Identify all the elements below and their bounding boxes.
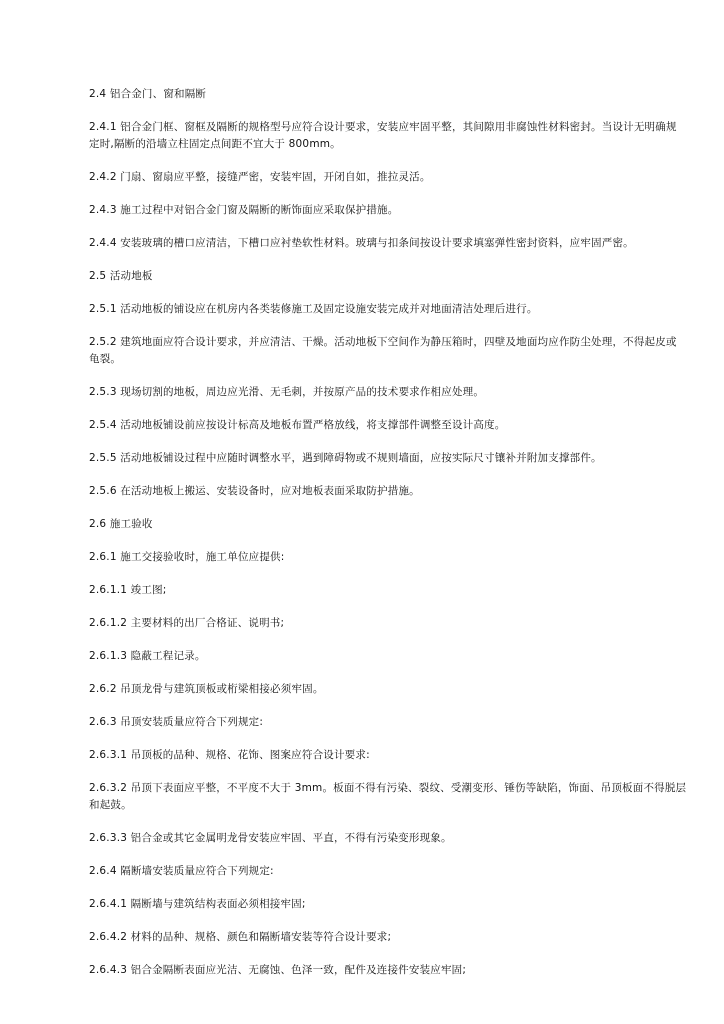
clause-2-6-3-3: 2.6.3.3 铝合金或其它金属明龙骨安装应牢固、平直，不得有污染变形现象。 (89, 832, 452, 844)
document-body (89, 86, 687, 995)
clause-2-6-1-1: 2.6.1.1 竣工图; (89, 584, 167, 596)
clause-2-6-1: 2.6.1 施工交接验收时，施工单位应提供: (89, 551, 285, 563)
clause-2-6-3: 2.6.3 吊顶安装质量应符合下列规定: (89, 716, 264, 728)
clause-2-6-3-2: 2.6.3.2 吊顶下表面应平整，不平度不大于 3mm。板面不得有污染、裂纹、受潮变形、锤伤等缺陷，饰面、吊顶板面不得脱层和起鼓。 (89, 782, 687, 811)
clause-2-6-4-2: 2.6.4.2 材料的品种、规格、颜色和隔断墙安装等符合设计要求; (89, 931, 392, 943)
clause-2-4-3: 2.4.3 施工过程中对铝合金门窗及隔断的断饰面应采取保护措施。 (89, 204, 399, 216)
clause-2-4-1: 2.4.1 铝合金门框、窗框及隔断的规格型号应符合设计要求，安装应牢固平整，其间隙用非腐蚀性材料密封。当设计无明确规定时,隔断的沿墙立柱固定点间距不宜大于 800mm。 (89, 121, 677, 150)
clause-2-6-3-1: 2.6.3.1 吊顶板的品种、规格、花饰、图案应符合设计要求: (89, 749, 370, 761)
section-heading-2-6: 2.6 施工验收 (89, 518, 153, 530)
clause-2-5-6: 2.5.6 在活动地板上搬运、安装设备时，应对地板表面采取防护措施。 (89, 485, 420, 497)
clause-2-4-4: 2.4.4 安装玻璃的槽口应清洁，下槽口应衬垫软性材料。玻璃与扣条间按设计要求填塞弹性密封资料，应牢固严密。 (89, 237, 634, 249)
clause-2-6-4-1: 2.6.4.1 隔断墙与建筑结构表面必须相接牢固; (89, 898, 306, 910)
clause-2-5-4: 2.5.4 活动地板铺设前应按设计标高及地板布置严格放线，将支撑部件调整至设计高度。 (89, 419, 506, 431)
clause-2-6-2: 2.6.2 吊顶龙骨与建筑顶板或桁梁相接必须牢固。 (89, 683, 324, 695)
clause-2-6-4-3: 2.6.4.3 铝合金隔断表面应光洁、无腐蚀、色泽一致，配件及连接件安装应牢固; (89, 964, 467, 976)
clause-2-5-1: 2.5.1 活动地板的铺设应在机房内各类装修施工及固定设施安装完成并对地面清洁处理后进行。 (89, 303, 538, 315)
clause-2-6-4: 2.6.4 隔断墙安装质量应符合下列规定: (89, 865, 274, 877)
clause-2-6-1-3: 2.6.1.3 隐蔽工程记录。 (89, 650, 206, 662)
section-heading-2-5: 2.5 活动地板 (89, 270, 153, 282)
clause-2-5-5: 2.5.5 活动地板铺设过程中应随时调整水平，遇到障碍物或不规则墙面，应按实际尺寸镶补并附加支撑部件。 (89, 452, 602, 464)
clause-2-5-2: 2.5.2 建筑地面应符合设计要求，并应清洁、干燥。活动地板下空间作为静压箱时，四壁及地面均应作防尘处理，不得起皮或龟裂。 (89, 336, 677, 365)
clause-2-6-1-2: 2.6.1.2 主要材料的出厂合格证、说明书; (89, 617, 285, 629)
section-heading-2-4: 2.4 铝合金门、窗和隔断 (89, 88, 207, 100)
clause-2-5-3: 2.5.3 现场切割的地板，周边应光滑、无毛刺，并按原产品的技术要求作相应处理。 (89, 386, 485, 398)
clause-2-4-2: 2.4.2 门扇、窗扇应平整，接缝严密，安装牢固，开闭自如，推拉灵活。 (89, 171, 431, 183)
